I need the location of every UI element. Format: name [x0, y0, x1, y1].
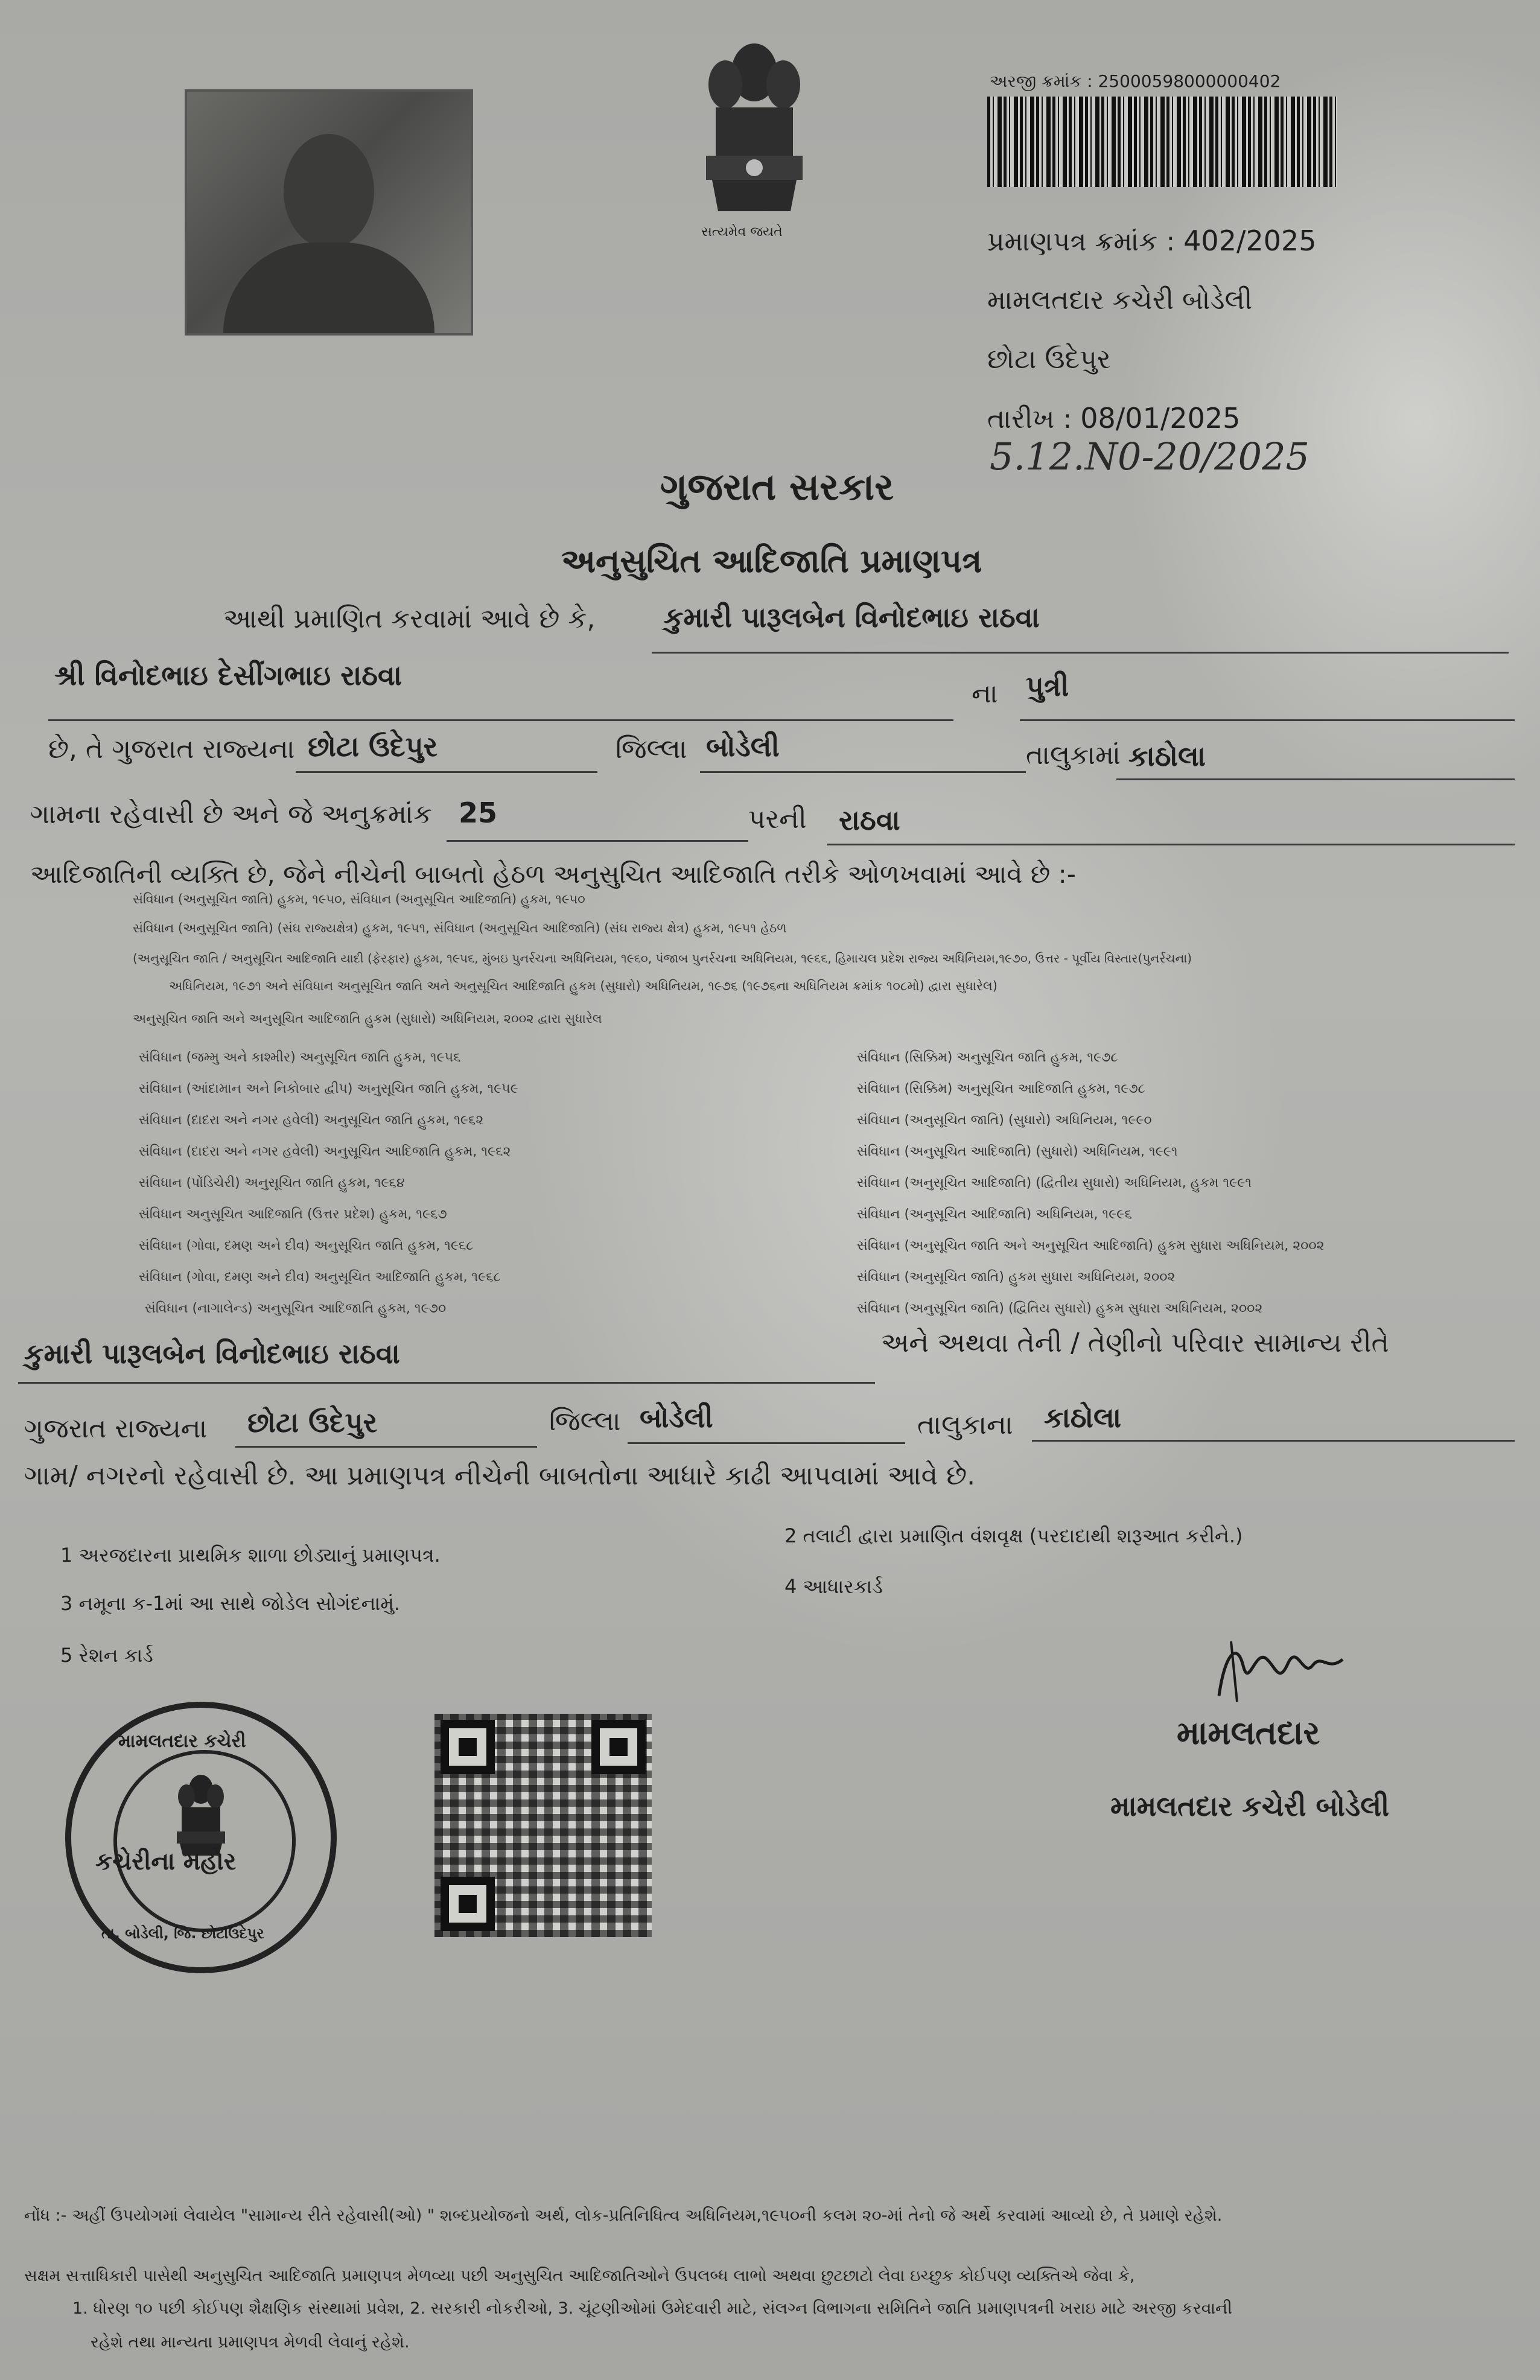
residence-taluka-label: તાલુકાના	[917, 1410, 1013, 1440]
serial-number-line	[447, 840, 748, 842]
taluka-line	[700, 771, 1026, 773]
order-left-3: સંવિધાન (દાદરા અને નગર હવેલી) અનુસૂચિત જાતિ હુકમ, ૧૯૬૨	[139, 1113, 484, 1128]
document-5: 5 રેશન કાર્ડ	[60, 1644, 153, 1667]
basis-text: ગામ/ નગરનો રહેવાસી છે. આ પ્રમાણપત્ર નીચેની બાબતોના આધારે કાઢી આપવામાં આવે છે.	[24, 1460, 976, 1491]
seal-top-text: મામલતદાર કચેરી	[118, 1731, 246, 1752]
residence-district-label: જિલ્લા	[549, 1406, 621, 1437]
order-right-7: સંવિધાન (અનુસૂચિત જાતિ અને અનુસૂચિત આદિજાતિ) હુકમ સુધારા અધિનિયમ, ૨૦૦૨	[857, 1238, 1325, 1253]
handwritten-note: 5.12.N0-20/2025	[990, 434, 1309, 479]
family-text: અને અથવા તેની / તેણીનો પરિવાર સામાન્ય રીતે	[881, 1328, 1389, 1358]
taluka: બોડેલી	[706, 730, 780, 763]
residence-village: કાઠોલા	[1044, 1401, 1122, 1434]
applicant-name-repeat-line	[18, 1382, 875, 1384]
residence-district-line	[235, 1446, 537, 1448]
document-2: 2 તલાટી દ્વારા પ્રમાણિત વંશવૃક્ષ (પરદાદાથી શરૂઆત કરીને.)	[784, 1524, 1243, 1547]
residence-state-text: ગુજરાત રાજ્યના	[24, 1413, 208, 1444]
order-right-4: સંવિધાન (અનુસૂચિત આદિજાતિ) (સુધારો) અધિનિયમ, ૧૯૯૧	[857, 1144, 1178, 1159]
residence-district: છોટા ઉદેપુર	[247, 1406, 378, 1439]
certificate-number-value: 402/2025	[1183, 224, 1317, 257]
certificate-number	[987, 224, 1317, 257]
order-left-7: સંવિધાન (ગોવા, દમણ અને દીવ) અનુસૂચિત જાતિ હુકમ, ૧૯૬૮	[139, 1238, 474, 1253]
district: છોટા ઉદેપુર	[308, 730, 438, 763]
qr-finder-bottom-left	[441, 1877, 495, 1931]
order-right-9: સંવિધાન (અનુસૂચિત જાતિ) (દ્વિતિય સુધારો) હુકમ સુધારા અધિનિયમ, ૨૦૦૨	[857, 1301, 1263, 1316]
tribe: રાઠવા	[839, 804, 900, 836]
order-right-1: સંવિધાન (સિક્કિમ) અનુસૂચિત જાતિ હુકમ, ૧૯૭૮	[857, 1050, 1118, 1065]
certify-text: આથી પ્રમાણિત કરવામાં આવે છે કે,	[223, 603, 596, 634]
order-right-3: સંવિધાન (અનુસૂચિત જાતિ) (સુધારો) અધિનિયમ, ૧૯૯૦	[857, 1113, 1152, 1128]
order-right-8: સંવિધાન (અનુસૂચિત જાતિ) હુકમ સુધારા અધિનિયમ, ૨૦૦૨	[857, 1270, 1176, 1285]
father-name: શ્રી વિનોદભાઇ દેસીંગભાઇ રાઠવા	[54, 659, 402, 692]
verification-qr-code[interactable]	[434, 1714, 652, 1937]
national-emblem-icon	[694, 36, 815, 217]
tribe-recognition-text: આદિજાતિની વ્યક્તિ છે, જેને નીચેની બાબતો હેઠળ અનુસુચિત આદિજાતિ તરીકે ઓળખવામાં આવે છે :-	[30, 859, 1076, 889]
order-intro-5: અનુસૂચિત જાતિ અને અનુસૂચિત આદિજાતિ હુકમ (સુધારો) અધિનિયમ, ૨૦૦૨ દ્વારા સુધારેલ	[133, 1011, 602, 1026]
order-left-1: સંવિધાન (જમ્મુ અને કાશ્મીર) અનુસૂચિત જાતિ હુકમ, ૧૯૫૬	[139, 1050, 461, 1065]
residence-village-line	[1032, 1440, 1515, 1442]
qr-finder-top-right	[591, 1720, 646, 1774]
emblem-motto: સત્યમેવ જયતે	[701, 224, 783, 240]
office-seal	[65, 1702, 337, 1973]
resident-text: ગામના રહેવાસી છે અને જે અનુક્રમાંક	[30, 799, 432, 830]
footer-note: નોંધ :- અહીં ઉપયોગમાં લેવાયેલ "સામાન્ય રીતે રહેવાસી(ઓ) " શબ્દપ્રયોજનો અર્થ, લોક-પ્રતિનિધિત્વ અધિનિયમ,૧૯૫૦ની કલમ ૨૦-માં તેનો જે અર્થે કરવામાં આવ્યો છે, તે પ્રમાણે રહેશે.	[24, 2206, 1223, 2225]
order-right-2: સંવિધાન (સિક્કિમ) અનુસૂચિત આદિજાતિ હુકમ, ૧૯૭૮	[857, 1081, 1145, 1096]
document-3: 3 નમૂના ક-1માં આ સાથે જોડેલ સોગંદનામું.	[60, 1592, 401, 1615]
order-left-9: સંવિધાન (નાગાલેન્ડ) અનુસૂચિત આદિજાતિ હુકમ, ૧૯૭૦	[145, 1301, 447, 1316]
order-left-8: સંવિધાન (ગોવા, દમણ અને દીવ) અનુસૂચિત આદિજાતિ હુકમ, ૧૯૬૮	[139, 1270, 501, 1285]
issue-date-label: તારીખ :	[987, 404, 1072, 434]
relation: પુત્રી	[1026, 670, 1069, 702]
certificate-title: અનુસુચિત આદિજાતિ પ્રમાણપત્ર	[561, 542, 982, 580]
father-name-line	[48, 719, 953, 721]
application-number	[990, 71, 1281, 92]
application-number-value: 25000598000000402	[1098, 71, 1281, 91]
order-intro-3: (અનુસૂચિત જાતિ / અનુસૂચિત આદિજાતિ યાદી (ફેરફાર) હુકમ, ૧૯૫૬, મુંબઇ પુનર્રચના અધિનિયમ, ૧૯૬૦, પંજાબ પુનર્રચના અધિનિયમ, ૧૯૬૬, હિમાચલ પ્રદેશ રાજ્ય અધિનિયમ,૧૯૭૦, ઉત્તર - પૂર્વીય વિસ્તાર(પુનર્રચના)	[133, 951, 1192, 966]
signatory-designation: મામલતદાર	[1177, 1714, 1320, 1752]
applicant-name-repeat: કુમારી પારૂલબેન વિનોદભાઇ રાઠવા	[24, 1337, 400, 1370]
applicant-name-line	[652, 652, 1509, 654]
order-right-5: સંવિધાન (અનુસૂચિત આદિજાતિ) (દ્વિતીય સુધારો) અધિનિયમ, હુકમ ૧૯૯૧	[857, 1176, 1252, 1191]
footer-line-2: સક્ષમ સત્તાધિકારી પાસેથી અનુસુચિત આદિજાતિ પ્રમાણપત્ર મેળવ્યા પછી અનુસુચિત આદિજાતિઓને ઉપલબ્ધ લાભો અથવા છુટછાટો લેવા ઇચ્છુક કોઈપણ વ્યક્તિએ જેવા કે,	[24, 2267, 1135, 2285]
footer-line-3: 1. ધોરણ ૧૦ પછી કોઈપણ શૈક્ષણિક સંસ્થામાં પ્રવેશ, 2. સરકારી નોકરીઓ, 3. ચૂંટણીઓમાં ઉમેદવારી માટે, સંલગ્ન વિભાગના સમિતિને જાતિ પ્રમાણપત્રની ખરાઇ માટે અરજી કરવાની	[72, 2299, 1232, 2318]
document-4: 4 આધારકાર્ડ	[784, 1575, 883, 1598]
order-left-2: સંવિધાન (આંદામાન અને નિકોબાર દ્વીપ) અનુસૂચિત જાતિ હુકમ, ૧૯૫૯	[139, 1081, 518, 1096]
barcode	[987, 97, 1337, 187]
na-text: ના	[972, 678, 998, 709]
applicant-name: કુમારી પારૂલબેન વિનોદભાઇ રાઠવા	[664, 601, 1040, 634]
order-intro-1: સંવિધાન (અનુસૂચિત જાતિ) હુકમ, ૧૯૫૦, સંવિધાન (અનુસૂચિત આદિજાતિ) હુકમ, ૧૯૫૦	[133, 892, 585, 906]
footer-line-4: રહેશે તથા માન્યતા પ્રમાણપત્ર મેળવી લેવાનું રહેશે.	[91, 2333, 410, 2352]
order-right-6: સંવિધાન (અનુસૂચિત આદિજાતિ) અધિનિયમ, ૧૯૯૬	[857, 1207, 1132, 1222]
issuing-district: છોટા ઉદેપુર	[987, 344, 1111, 375]
photo-shoulders	[223, 243, 434, 333]
tribe-line	[827, 844, 1515, 845]
order-left-6: સંવિધાન અનુસૂચિત આદિજાતિ (ઉત્તર પ્રદેશ) હુકમ, ૧૯૬૭	[139, 1207, 447, 1222]
issue-date-value: 08/01/2025	[1080, 402, 1241, 434]
village: કાઠોલા	[1128, 740, 1206, 772]
state-text: છે, તે ગુજરાત રાજ્યના	[48, 734, 295, 765]
signature-icon	[1207, 1629, 1352, 1708]
certificate-number-label: પ્રમાણપત્ર ક્રમાંક :	[987, 226, 1176, 257]
residence-taluka-line	[628, 1442, 905, 1444]
issuing-office: મામલતદાર કચેરી બોડેલી	[987, 285, 1253, 316]
order-left-4: સંવિધાન (દાદરા અને નગર હવેલી) અનુસૂચિત આદિજાતિ હુકમ, ૧૯૬૨	[139, 1144, 511, 1159]
village-line	[1116, 778, 1515, 780]
residence-taluka: બોડેલી	[640, 1401, 713, 1434]
order-intro-4: અધિનિયમ, ૧૯૭૧ અને સંવિધાન અનુસૂચિત જાતિ અને અનુસૂચિત આદિજાતિ હુકમ (સુધારો) અધિનિયમ, ૧૯૭૬ (૧૯૭૬ના અધિનિયમ ક્રમાંક ૧૦૮મો) દ્વારા સુધારેલ)	[169, 979, 998, 993]
applicant-photo	[185, 89, 473, 336]
order-left-5: સંવિધાન (પોંડિચેરી) અનુસૂચિત જાતિ હુકમ, ૧૯૬૪	[139, 1176, 405, 1191]
taluka-label: તાલુકામાં	[1026, 740, 1121, 771]
government-title: ગુજરાત સરકાર	[660, 465, 894, 509]
seal-emblem-icon	[171, 1771, 231, 1856]
seal-bottom-text: તા. બોડેલી, જિ. છોટાઉદેપુર	[101, 1925, 264, 1942]
issue-date	[987, 402, 1240, 434]
seal-middle-text: કચેરીના મહોર	[95, 1848, 237, 1876]
photo-face	[284, 134, 374, 249]
relation-line	[1020, 719, 1515, 721]
district-line	[296, 771, 597, 773]
order-intro-2: સંવિધાન (અનુસૂચિત જાતિ) (સંઘ રાજ્યક્ષેત્ર) હુકમ, ૧૯૫૧, સંવિધાન (અનુસૂચિત આદિજાતિ) (સંઘ રાજ્ય ક્ષેત્ર) હુકમ, ૧૯૫૧ હેઠળ	[133, 921, 787, 935]
qr-finder-top-left	[441, 1720, 495, 1774]
par-text: પરની	[748, 804, 807, 835]
document-1: 1 અરજદારના પ્રાથમિક શાળા છોડ્યાનું પ્રમાણપત્ર.	[60, 1544, 441, 1567]
application-number-label: અરજી ક્રમાંક :	[990, 71, 1093, 91]
serial-number: 25	[459, 797, 498, 829]
signatory-office: મામલતદાર કચેરી બોડેલી	[1110, 1790, 1390, 1822]
district-label: જિલ્લા	[616, 734, 687, 765]
